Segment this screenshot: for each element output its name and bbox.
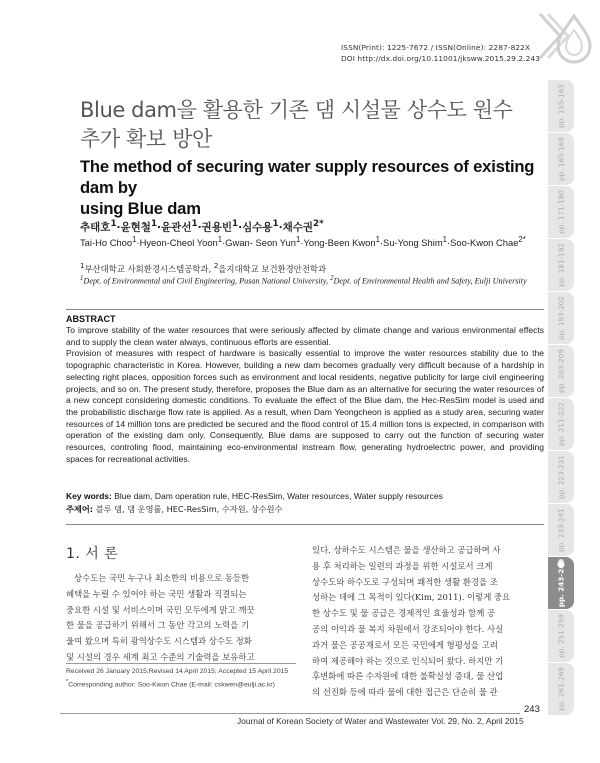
divider xyxy=(66,309,544,310)
corresponding-author: Corresponding author: Soo-Kwon Chae (E-mail: cskwen@eulji.ac.kr) xyxy=(68,681,275,689)
sidebar-tab-10[interactable] xyxy=(548,557,574,609)
body-line: 하여 제공해야 하는 것으로 인식되어 왔다. 하지만 기 xyxy=(312,655,504,666)
abstract-heading: ABSTRACT xyxy=(66,314,116,324)
section-heading-introduction: 1. 서 론 xyxy=(66,546,119,562)
title-en-line2: using Blue dam xyxy=(80,199,201,218)
sidebar-tab-label: pp. 181-192 xyxy=(556,243,566,287)
sup-2-plain: 2 xyxy=(213,262,219,270)
body-column-left xyxy=(66,571,296,666)
sidebar-tab-6[interactable] xyxy=(548,345,574,397)
sup-1: 1 xyxy=(191,219,198,229)
sidebar-tab-label: pp. 223-231 xyxy=(556,455,566,499)
sidebar-tab-7[interactable] xyxy=(548,398,574,450)
sidebar-tab-12[interactable] xyxy=(548,663,574,715)
keywords-ko-label: 주제어: xyxy=(66,504,94,514)
author-ko-2: ·윤현철 xyxy=(116,221,151,234)
footnote-corresponding: *Corresponding author: Soo-Kwon Chae (E-mail: cskwen@eulji.ac.kr) xyxy=(66,679,275,689)
sup-1: 1 xyxy=(272,219,279,229)
body-line: 혜택을 누릴 수 있어야 하는 국민 생활과 직결되는 xyxy=(66,588,247,599)
page-number: 243 xyxy=(524,704,540,715)
sidebar-tab-1[interactable] xyxy=(548,80,574,132)
sup-1: 1 xyxy=(150,219,158,229)
footnote-divider xyxy=(66,663,296,664)
abstract-paragraph-1: To improve stability of the water resources that were seriously affected by climate change and various environmental effects and to supply the clean water always, continuous efforts are essential. xyxy=(66,325,544,347)
sup-1: 1 xyxy=(231,219,239,229)
title-ko-line2: 추가 확보 방안 xyxy=(80,127,212,151)
keywords-english xyxy=(66,491,544,501)
sidebar-tab-9[interactable] xyxy=(548,504,574,556)
issn-text: ISSN(Print): 1225-7672 / ISSN(Online): 2287-822X xyxy=(341,43,531,52)
body-line: 울여 왔으며 특히 광역상수도 시스템과 상수도 정화 xyxy=(66,636,252,647)
affiliation-english xyxy=(80,275,527,286)
sup-2: 2* xyxy=(313,219,324,229)
sidebar-tab-label: pp. 165-169 xyxy=(556,137,566,181)
keywords-label: Key words: xyxy=(66,491,112,501)
author-en-3: ·Gwan- Seon Yun xyxy=(222,237,296,249)
sidebar-tab-label: pp. 243-249 xyxy=(556,558,566,608)
sidebar-tab-label: pp. 251-259 xyxy=(556,614,566,658)
author-ko-3: ·윤관선 xyxy=(157,221,192,234)
page-range-sidebar xyxy=(548,80,574,711)
body-line: 상수도와 하수도로 구성되며 쾌적한 생활 환경을 조 xyxy=(312,576,498,587)
article-title-korean xyxy=(80,96,535,154)
issn-doi-block xyxy=(341,42,540,64)
sidebar-tab-label: pp. 211-222 xyxy=(556,402,566,446)
sup-2-plain: 2 xyxy=(330,275,334,282)
article-title-english xyxy=(80,156,535,219)
body-line: 한 물을 공급하기 위해서 그 동안 각고의 노력을 기 xyxy=(66,620,250,631)
body-line: 의 선진화 등에 따라 물에 대한 접근은 단순히 물 관 xyxy=(312,687,498,698)
sidebar-tab-4[interactable] xyxy=(548,239,574,291)
sup-1: 1 xyxy=(217,235,223,244)
sidebar-tab-label: pp. 203-209 xyxy=(556,349,566,393)
authors-english xyxy=(80,235,526,248)
body-line: 중요한 시설 및 서비스이며 국민 모두에게 맑고 깨끗 xyxy=(66,604,255,615)
author-en-6: ·Soo-Kwon Chae xyxy=(447,237,519,249)
footer-divider xyxy=(60,713,520,714)
sup-1: 1 xyxy=(80,262,85,270)
authors-korean xyxy=(80,219,324,235)
body-line: 과거 물은 공공재로서 모든 국민에게 형평성을 고려 xyxy=(312,639,498,650)
sup-1: 1 xyxy=(295,235,301,244)
affil-ko-2: 을지대학교 보건환경안전학과 xyxy=(218,263,327,274)
body-line: 상수도는 국민 누구나 최소한의 비용으로 동등한 xyxy=(74,573,250,583)
sidebar-tab-5[interactable] xyxy=(548,292,574,344)
affil-en-1: Dept. of Environmental and Civil Engineering, Pusan National University, xyxy=(83,276,329,286)
sup-1: 1 xyxy=(132,235,137,244)
doi-text: DOI http://dx.doi.org/10.11001/jksww.2015.29.2.243 xyxy=(341,54,541,63)
keywords-value: Blue dam, Dam operation rule, HEC-ResSim, Water resources, Water supply resources xyxy=(114,491,443,501)
title-en-line1: The method of securing water supply resources of existing dam by xyxy=(80,157,535,197)
author-ko-4: ·권용빈 xyxy=(197,221,232,234)
body-column-right xyxy=(312,543,544,701)
author-ko-6: ·채수권 xyxy=(278,221,314,234)
footnote-received: Received 26 January 2015;Revised 14 April 2015; Accepted 15 April 2015 xyxy=(66,668,289,675)
keywords-korean xyxy=(66,504,282,515)
body-line: 한 상수도 및 물 공급은 경제적인 효율성과 함께 공 xyxy=(312,608,496,619)
sup-1: 1 xyxy=(375,235,380,244)
abstract-paragraph-2: Provision of measures with respect of hardware is basically essential to improve the water resources stability due to the topographic characteristic in Korea. However, building a new dam becomes gradually very difficult because of a hardship in selecting right places, opposition forces such as environment and local residents, negative publicity for large civil engineering projects, and so on. The present study, therefore, proposes the Blue dam as an alternative for securing the water resources of a new concept considering domestic conditions. To evaluate the effect of the Blue dam, the Hec-ResSim model is used and the probabilistic discharge flow rate is applied. As a result, when Dam Yeongcheon is applied as a study area, securing water resources of 14 million tons are predicted be secured and the flood control of 15.4 million tons is expected, in comparison with operation of the existing dam only. Consequently, Blue dams are supposed to carry out the function of securing water resources, controling flood, maintaining eco-environmental instream flow, generating hydroelectric power, and providing spaces for recreational activities. xyxy=(66,348,544,464)
sidebar-tab-2[interactable] xyxy=(548,133,574,185)
sidebar-tab-3[interactable] xyxy=(548,186,574,238)
title-ko-line1: Blue dam을 활용한 기존 댐 시설물 상수도 원수 xyxy=(80,98,513,122)
sidebar-tab-label: pp. 233-241 xyxy=(556,508,566,552)
sidebar-tab-label: pp. 193-202 xyxy=(556,296,566,340)
sidebar-tab-8[interactable] xyxy=(548,451,574,503)
sidebar-tab-label: pp. 261-269 xyxy=(556,667,566,711)
sidebar-tab-label: pp. 155-163 xyxy=(556,84,566,128)
sidebar-tab-label: pp. 171-180 xyxy=(556,190,566,234)
body-line: 용 후 처리하는 일련의 과정을 위한 시설로서 크게 xyxy=(312,560,493,571)
author-en-1: Tai-Ho Choo xyxy=(80,237,133,249)
sup-1: 1 xyxy=(442,235,448,244)
abstract-body xyxy=(66,325,544,465)
sup-1: 1 xyxy=(80,275,84,282)
author-en-2: ·Hyeon-Cheol Yoon xyxy=(136,237,218,249)
affiliation-korean xyxy=(80,262,326,275)
keywords-ko-value: 블루 댐, 댐 운영룰, HEC-ResSim, 수자원, 상수원수 xyxy=(95,504,283,514)
body-line: 후변화에 따른 수자원에 대한 불확실성 증대, 물 산업 xyxy=(312,671,504,682)
affil-ko-1: 부산대학교 사회환경시스템공학과, xyxy=(84,263,212,274)
body-line: 공의 이익과 물 복지 차원에서 강조되어야 한다. 사실 xyxy=(312,623,504,634)
sup-1: 1 xyxy=(110,219,117,229)
author-ko-5: ·심수용 xyxy=(238,221,273,234)
body-line: 성하는 데에 그 목적이 있다(Kim, 2011). 이렇게 중요 xyxy=(312,592,511,603)
divider xyxy=(66,524,544,525)
body-line: 있다. 상하수도 시스템은 물을 생산하고 공급하며 사 xyxy=(312,545,501,555)
affil-en-2: Dept. of Environmental Health and Safety, Eulji University xyxy=(333,276,527,286)
sidebar-tab-11[interactable] xyxy=(548,610,574,662)
author-ko-1: 추태호 xyxy=(80,221,111,234)
body-line: 및 시설의 경우 세계 최고 수준의 기술력을 보유하고 xyxy=(66,651,255,662)
author-en-5: ·Su-Yong Shim xyxy=(379,237,443,249)
sup-2: 2* xyxy=(518,235,526,244)
journal-citation: Journal of Korean Society of Water and Wastewater Vol. 29, No. 2, April 2015 xyxy=(237,716,524,726)
author-en-4: ·Yong-Been Kwon xyxy=(300,237,376,249)
